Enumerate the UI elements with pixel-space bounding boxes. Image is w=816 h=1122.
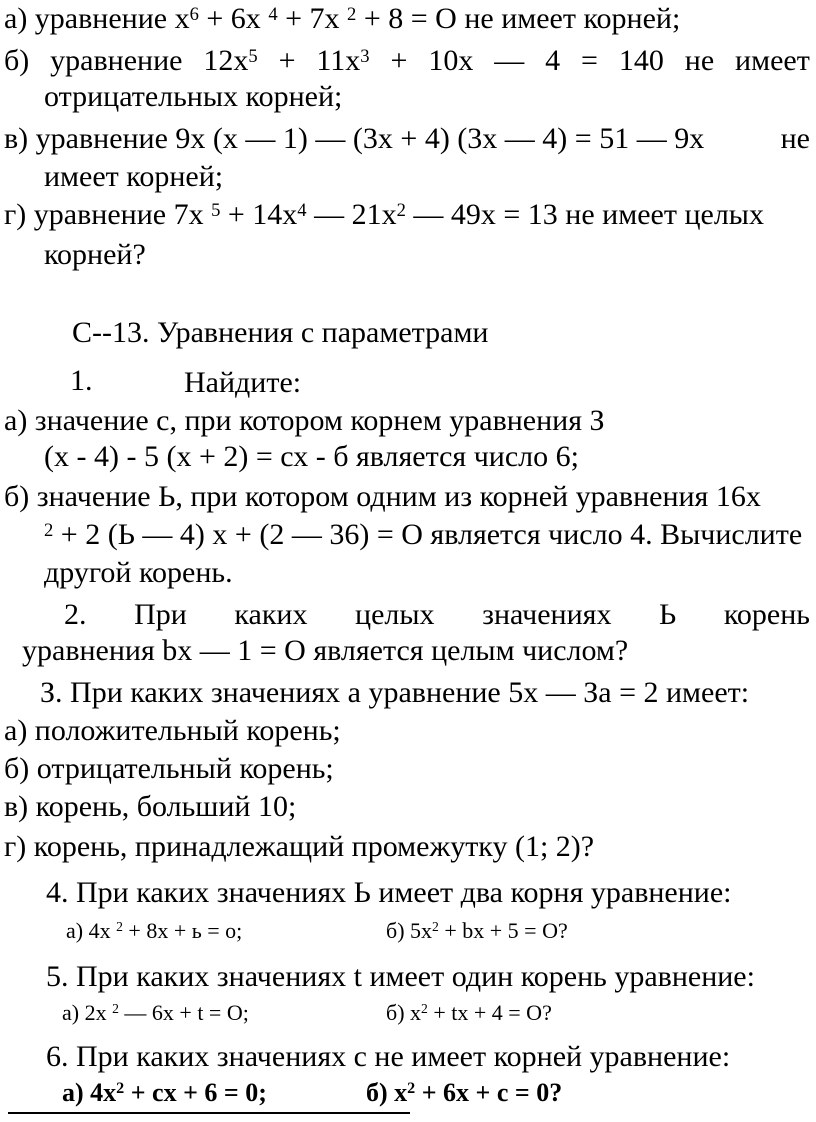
section-title: С--13. Уравнения с параметрами xyxy=(72,316,489,349)
q6-item-b: б) $x^2 + 6x + c = 0$? xyxy=(366,1078,563,1107)
q5-item-b: б) $x^2$ + tx + 4 = О? xyxy=(386,1000,552,1025)
q1-item-b-line2: $^2$ + 2 (Ь — 4) x + (2 — 36) = О является число 4. Вычислите xyxy=(44,518,803,551)
bottom-divider xyxy=(8,1112,410,1114)
q5-heading: 5. При каких значениях t имеет один корень уравнение: xyxy=(46,960,755,993)
q1-heading: Найдите: xyxy=(184,366,302,399)
q6-heading: 6. При каких значениях с не имеет корней уравнение: xyxy=(46,1040,731,1073)
q3-item-g: г) корень, принадлежащий промежутку (1; 2)? xyxy=(4,830,595,863)
q1-item-b-line1: б) значение Ь, при котором одним из корней уравнения 16x xyxy=(4,480,761,513)
q6-item-a: а) $4x^2$ + cx + 6 = 0; xyxy=(62,1078,267,1107)
q3-heading: З. При каких значениях а уравнение 5x — За = 2 имеет: xyxy=(40,676,750,709)
prev-item-b-line2: отрицательных корней; xyxy=(44,80,343,113)
q1-item-a-line1: а) значение с, при котором корнем уравнения З xyxy=(4,404,605,437)
prev-item-g-line2: корней? xyxy=(44,238,146,271)
q4-item-a: а) 4x $^2$ + 8x + ь = о; xyxy=(66,918,243,943)
prev-item-a: а) уравнение $x^6 + 6x$ $^4$ + 7x $^2$ + 8 = О не имеет корней; xyxy=(4,2,681,35)
q4-item-b: б) $5x^2$ + bx + 5 = О? xyxy=(386,918,568,943)
prev-item-v-line2: имеет корней; xyxy=(44,160,224,193)
q4-heading: 4. При каких значениях Ь имеет два корня уравнение: xyxy=(46,876,732,909)
q3-item-a: а) положительный корень; xyxy=(4,714,341,747)
q1-item-a-line2: (x - 4) - 5 (x + 2) = сх - б является число 6; xyxy=(44,440,579,473)
prev-item-v-line1: в) уравнение 9x (x — 1) — (3x + 4) (3x — 4) = 51 — 9x не xyxy=(4,122,810,155)
q5-item-a: а) 2x $^2$ — 6x + t = О; xyxy=(62,1000,249,1025)
q3-item-b: б) отрицательный корень; xyxy=(4,752,334,785)
prev-item-g-line1: г) уравнение 7x $^5 + 14x^4$ — $21x^2$ — 49x = 13 не имеет целых xyxy=(4,198,764,231)
q1-item-b-line3: другой корень. xyxy=(44,556,233,589)
q2-line2: уравнения bx — 1 = О является целым числом? xyxy=(22,634,629,667)
q3-item-v: в) корень, больший 10; xyxy=(4,790,297,823)
q2-line1: 2. При каких целых значениях Ь корень xyxy=(64,598,810,631)
prev-item-b-line1: б) уравнение $12x^5$ + $11x^3$ + 10x — 4 = 140 не имеет xyxy=(4,44,810,77)
q1-number: 1. xyxy=(70,364,93,397)
